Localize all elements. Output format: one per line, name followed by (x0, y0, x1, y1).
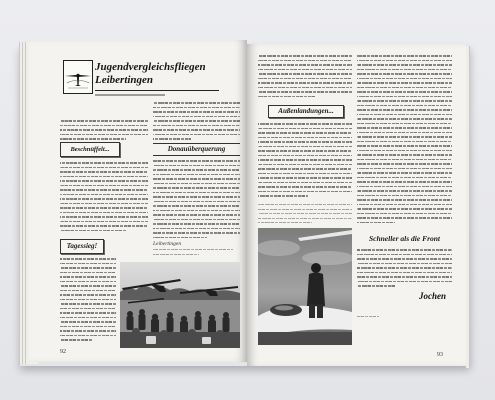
text-line (357, 82, 452, 84)
text-line (258, 64, 352, 66)
text-line (258, 164, 352, 166)
text-line (153, 237, 207, 239)
text-line (60, 185, 148, 187)
text-line (258, 141, 352, 143)
text-line (357, 69, 452, 71)
subheading-aussenlandungen: Außenlandungen... (268, 105, 344, 118)
text-line (153, 125, 240, 127)
text-line (357, 100, 452, 102)
text-line (60, 207, 148, 209)
text-line (60, 290, 116, 292)
text-line (258, 191, 352, 193)
text-line (357, 222, 395, 224)
text-line (60, 221, 148, 223)
text-line (60, 303, 116, 305)
text-line (60, 285, 116, 287)
text-line (153, 111, 240, 113)
text-line (258, 91, 352, 93)
text-line (60, 134, 148, 136)
text-line (258, 96, 316, 98)
text-line (357, 172, 452, 174)
photo-caption: Leibertingen (153, 241, 182, 247)
text-line (153, 134, 240, 136)
airfield-crowd-photo (120, 262, 240, 348)
page-stack-edge (466, 46, 470, 368)
text-line (357, 118, 452, 120)
text-line (258, 73, 352, 75)
text-line (60, 317, 116, 319)
caption-text-line (153, 249, 233, 250)
text-line (153, 201, 240, 203)
text-line (357, 195, 452, 197)
text-line (258, 82, 352, 84)
text-line (153, 160, 240, 162)
text-line (357, 258, 452, 260)
text-line (258, 186, 352, 188)
caption-text-line (258, 222, 312, 223)
text-line (357, 114, 452, 116)
text-line (357, 181, 452, 183)
text-line (357, 208, 452, 210)
caption-text-line (258, 213, 352, 214)
text-line (60, 230, 126, 232)
text-line (258, 150, 352, 152)
text-line (60, 129, 148, 131)
text-line (60, 203, 148, 205)
text-line (153, 102, 240, 104)
text-line (357, 73, 452, 75)
author-signature: Jochen (419, 291, 446, 301)
text-line (60, 276, 116, 278)
text-line (60, 216, 148, 218)
glider-icon (63, 60, 93, 94)
text-line (357, 213, 452, 215)
text-line (60, 330, 116, 332)
text-line (357, 154, 452, 156)
text-line (153, 196, 240, 198)
text-line (153, 178, 240, 180)
text-line (60, 326, 116, 328)
text-line (357, 163, 452, 165)
text-line (153, 192, 240, 194)
text-line (258, 173, 352, 175)
text-line (60, 294, 116, 296)
article-title-line-2: Leibertingen (95, 74, 154, 86)
text-line (357, 177, 452, 179)
text-line (153, 183, 240, 185)
text-line (357, 150, 452, 152)
left-page (29, 40, 247, 362)
text-line (153, 120, 240, 122)
text-line (60, 171, 148, 173)
text-line (357, 127, 452, 129)
text-line (258, 155, 352, 157)
text-line (258, 132, 352, 134)
text-line (357, 87, 452, 89)
text-line (60, 339, 92, 341)
right-page (247, 44, 466, 366)
subheading-tagessieg: Tagessieg! (60, 239, 104, 254)
text-line (357, 109, 452, 111)
text-line (60, 162, 148, 164)
text-line (60, 176, 148, 178)
caption-text-line (357, 316, 379, 317)
text-line (357, 96, 452, 98)
subheading-schneller-als-die-front: Schneller als die Front (368, 234, 441, 243)
title-rule (95, 90, 219, 91)
text-line (357, 136, 452, 138)
text-line (60, 138, 126, 140)
text-line (357, 249, 452, 251)
text-line (357, 204, 452, 206)
text-line (357, 91, 452, 93)
text-line (153, 129, 240, 131)
text-line (357, 276, 452, 278)
text-line (153, 107, 240, 109)
text-line (153, 228, 240, 230)
page-number-right: 93 (437, 352, 443, 358)
text-line (258, 182, 352, 184)
text-line (258, 78, 352, 80)
text-line (60, 167, 148, 169)
text-line (60, 225, 148, 227)
text-line (60, 125, 148, 127)
text-line (153, 138, 191, 140)
text-line (153, 169, 240, 171)
text-line (60, 194, 148, 196)
glider-pilot-photo (258, 228, 352, 345)
text-line (258, 69, 352, 71)
text-line (60, 267, 116, 269)
text-line (258, 128, 352, 130)
text-line (153, 232, 240, 234)
text-line (60, 263, 116, 265)
text-line (357, 105, 452, 107)
text-line (60, 272, 116, 274)
text-line (357, 285, 395, 287)
caption-text-line (153, 254, 199, 255)
text-line (357, 272, 452, 274)
text-line (60, 258, 116, 260)
text-line (153, 165, 240, 167)
text-line (153, 219, 240, 221)
text-line (357, 60, 452, 62)
text-line (60, 321, 116, 323)
text-line (153, 187, 240, 189)
text-line (60, 335, 116, 337)
text-line (60, 281, 116, 283)
text-line (60, 312, 116, 314)
text-line (153, 116, 240, 118)
caption-text-line (258, 218, 352, 219)
text-line (60, 212, 148, 214)
text-line (357, 217, 452, 219)
article-title-line-1: Jugendvergleichsfliegen (95, 61, 206, 73)
text-line (357, 254, 452, 256)
text-line (357, 168, 452, 170)
text-line (357, 132, 452, 134)
text-line (60, 189, 148, 191)
text-line (357, 141, 452, 143)
text-line (258, 159, 352, 161)
text-line (258, 146, 352, 148)
text-line (60, 198, 148, 200)
caption-text-line (258, 204, 352, 205)
text-line (60, 299, 116, 301)
subheading-donauueberquerung: Donauüberquerung (153, 143, 240, 156)
text-line (258, 195, 308, 197)
text-line (258, 137, 352, 139)
text-line (357, 281, 452, 283)
text-line (60, 180, 148, 182)
text-line (357, 55, 452, 57)
page-number-left: 92 (60, 349, 66, 355)
text-line (357, 64, 452, 66)
text-line (357, 190, 452, 192)
text-line (357, 267, 452, 269)
text-line (357, 159, 452, 161)
text-line (258, 123, 352, 125)
caption-text-line (258, 209, 352, 210)
text-line (153, 214, 240, 216)
text-line (258, 168, 352, 170)
text-line (357, 186, 452, 188)
byline-text (95, 94, 165, 96)
text-line (357, 263, 452, 265)
text-line (258, 177, 352, 179)
text-line (258, 60, 352, 62)
text-line (357, 78, 452, 80)
text-line (153, 210, 240, 212)
text-line (153, 174, 240, 176)
text-line (153, 205, 240, 207)
text-line (60, 120, 148, 122)
subheading-beschnueffelt: Beschnüffelt... (60, 142, 120, 157)
text-line (60, 308, 116, 310)
text-line (258, 55, 352, 57)
text-line (357, 199, 452, 201)
text-line (258, 87, 352, 89)
text-line (357, 145, 452, 147)
text-line (153, 223, 240, 225)
text-line (357, 123, 452, 125)
